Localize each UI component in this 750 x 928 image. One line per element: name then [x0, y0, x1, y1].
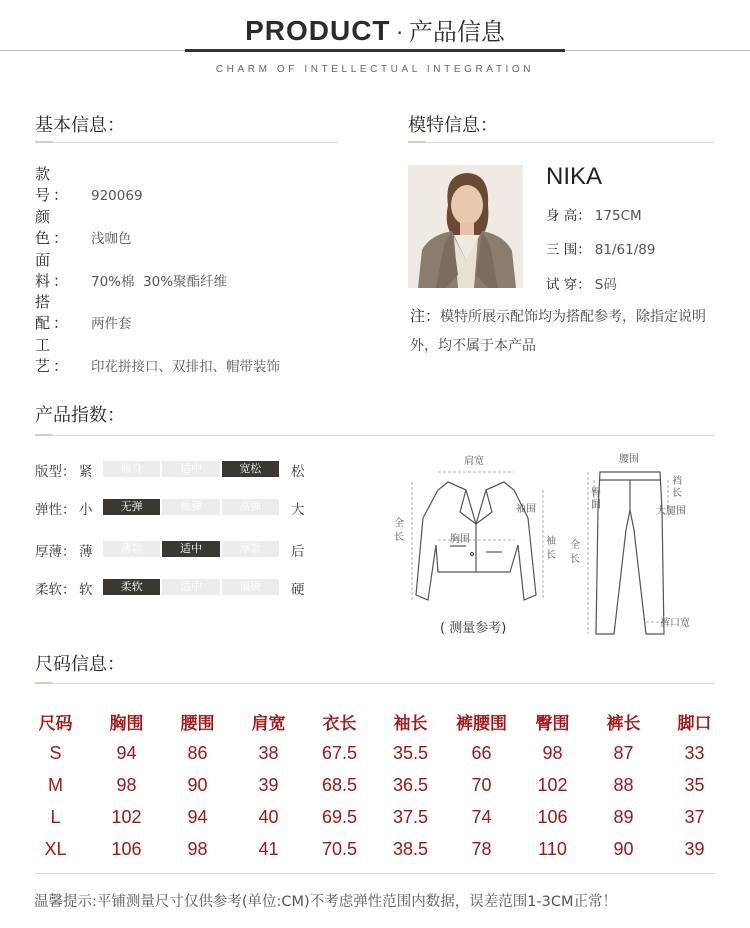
index-bar-softness [103, 579, 279, 595]
basic-row-craft: 工 艺： 印花拼接口、双排扣、帽带装饰 [35, 336, 280, 375]
table-cell: 90 [187, 774, 208, 795]
table-row [20, 833, 730, 865]
label-hem: 裤口宽 [660, 618, 690, 629]
table-cell: 67.5 [321, 742, 358, 763]
index-option: 适中 [162, 579, 219, 595]
table-cell: 39 [684, 838, 705, 859]
table-cell: L [50, 806, 61, 827]
model-info-title: 模特信息： [408, 115, 498, 136]
index-option-selected: 无弹 [103, 499, 160, 515]
table-cell: 88 [613, 774, 634, 795]
table-cell: 90 [613, 838, 634, 859]
table-cell: 38 [258, 742, 279, 763]
header-cell: 腰围 [180, 713, 215, 734]
model-photo [408, 165, 523, 288]
table-cell: 66 [471, 742, 492, 763]
table-cell: 110 [538, 838, 567, 859]
table-cell: 70 [471, 774, 492, 795]
footer-tip: 温馨提示:平铺测量尺寸仅供参考(单位:CM)不考虑弹性范围内数据，误差范围1-3CM正常！ [34, 894, 618, 910]
index-option: 适中 [162, 461, 219, 477]
table-cell: 33 [684, 742, 705, 763]
jacket-diagram [416, 482, 536, 600]
size-table-bottom-rule [35, 873, 715, 874]
table-cell: 86 [187, 742, 208, 763]
header-underline [185, 49, 565, 52]
header-cell: 肩宽 [251, 713, 286, 734]
size-info-rule [35, 683, 715, 684]
title-cn: 产品信息 [408, 18, 505, 46]
table-cell: 41 [258, 838, 279, 859]
index-bar-fit [103, 461, 279, 477]
diagram-caption: ( 测量参考) [440, 621, 507, 636]
table-cell: 38.5 [392, 838, 429, 859]
size-table-header [20, 705, 730, 737]
table-cell: 74 [471, 806, 492, 827]
header-cell: 袖长 [393, 713, 428, 734]
table-cell: 40 [258, 806, 279, 827]
label-pants-length-a: 全 [570, 540, 580, 551]
title-dot: · [396, 21, 403, 45]
table-cell: 106 [111, 838, 142, 859]
product-index-rule [35, 435, 715, 436]
index-option-selected: 宽松 [222, 461, 279, 477]
label-hip-a: 臀 [591, 488, 601, 499]
label-hip-b: 围 [591, 500, 601, 511]
header-cell: 脚口 [677, 713, 712, 734]
basic-row-color: 颜 色： 浅咖色 [35, 208, 132, 247]
label-chest: 胸围 [450, 534, 470, 545]
header-cell: 尺码 [38, 713, 73, 734]
page-title [0, 12, 750, 47]
table-cell: M [48, 774, 63, 795]
index-option: 薄款 [103, 541, 160, 557]
table-cell: 68.5 [321, 774, 358, 795]
basic-row-fabric: 面 料： 70%棉 30%聚酯纤维 [35, 251, 228, 290]
index-option-selected: 柔软 [103, 579, 160, 595]
model-info-rule [408, 142, 714, 143]
table-cell: 70.5 [321, 838, 358, 859]
model-note: 注：模特所展示配饰均为搭配参考，除指定说明外，均不属于本产品 [410, 307, 707, 354]
basic-info-rule [35, 142, 338, 143]
table-row [20, 737, 730, 769]
table-cell: 94 [116, 742, 137, 763]
pants-diagram [596, 472, 664, 634]
table-cell: 37.5 [392, 806, 429, 827]
table-cell: 37 [684, 806, 705, 827]
index-bar-thickness [103, 541, 279, 557]
table-cell: 94 [187, 806, 208, 827]
label-waist: 腰围 [619, 454, 639, 465]
table-cell: XL [44, 838, 67, 859]
label-pants-length-b: 长 [570, 554, 580, 565]
header-cell: 胸围 [109, 713, 144, 734]
table-cell: 98 [187, 838, 208, 859]
label-armhole: 袖围 [516, 504, 536, 515]
header-cell: 裤腰围 [456, 713, 507, 734]
header-cell: 裤长 [606, 713, 641, 734]
model-name: NIKA [546, 163, 603, 190]
table-cell: 39 [258, 774, 279, 795]
table-cell: 98 [542, 742, 563, 763]
model-measurements: 三 围： 81/61/89 [546, 242, 656, 258]
table-cell: 98 [116, 774, 137, 795]
table-row [20, 801, 730, 833]
header-cell: 臀围 [535, 713, 570, 734]
model-fit-size: 试 穿： S码 [546, 277, 617, 293]
table-cell: 89 [613, 806, 634, 827]
index-option: 偏硬 [222, 579, 279, 595]
index-option: 微弹 [162, 499, 219, 515]
title-en: PRODUCT [245, 15, 391, 46]
basic-row-match: 搭 配： 两件套 [35, 293, 132, 332]
table-cell: 69.5 [321, 806, 358, 827]
index-bar-elasticity [103, 499, 279, 515]
label-rise-a: 裆 [672, 476, 682, 487]
size-table [20, 705, 730, 865]
table-cell: 102 [537, 774, 568, 795]
label-jacket-length-a: 全 [394, 518, 404, 529]
table-cell: 35.5 [392, 742, 429, 763]
label-shoulder: 肩宽 [464, 456, 484, 467]
table-cell: 36.5 [392, 774, 429, 795]
model-height: 身 高： 175CM [546, 208, 642, 224]
product-index-title: 产品指数： [35, 405, 125, 426]
label-thigh: 大腿围 [656, 506, 686, 517]
index-option: 高弹 [222, 499, 279, 515]
table-cell: S [49, 742, 62, 763]
label-sleeve-b: 长 [546, 550, 556, 561]
measurement-diagram [388, 450, 718, 640]
index-option: 厚款 [222, 541, 279, 557]
index-option-selected: 适中 [162, 541, 219, 557]
label-sleeve-a: 袖 [546, 536, 556, 547]
basic-row-style-no: 款 号： 920069 [35, 165, 143, 204]
label-rise-b: 长 [672, 488, 682, 499]
index-option: 修身 [103, 461, 160, 477]
label-jacket-length-b: 长 [394, 532, 404, 543]
table-cell: 78 [471, 838, 492, 859]
table-cell: 102 [111, 806, 142, 827]
size-info-title: 尺码信息： [35, 654, 125, 675]
table-cell: 35 [684, 774, 705, 795]
table-cell: 106 [537, 806, 568, 827]
header-cell: 衣长 [322, 713, 357, 734]
table-row [20, 769, 730, 801]
table-cell: 87 [613, 742, 634, 763]
header-subtitle: CHARM OF INTELLECTUAL INTEGRATION [215, 64, 535, 75]
basic-info-title: 基本信息： [35, 115, 125, 136]
